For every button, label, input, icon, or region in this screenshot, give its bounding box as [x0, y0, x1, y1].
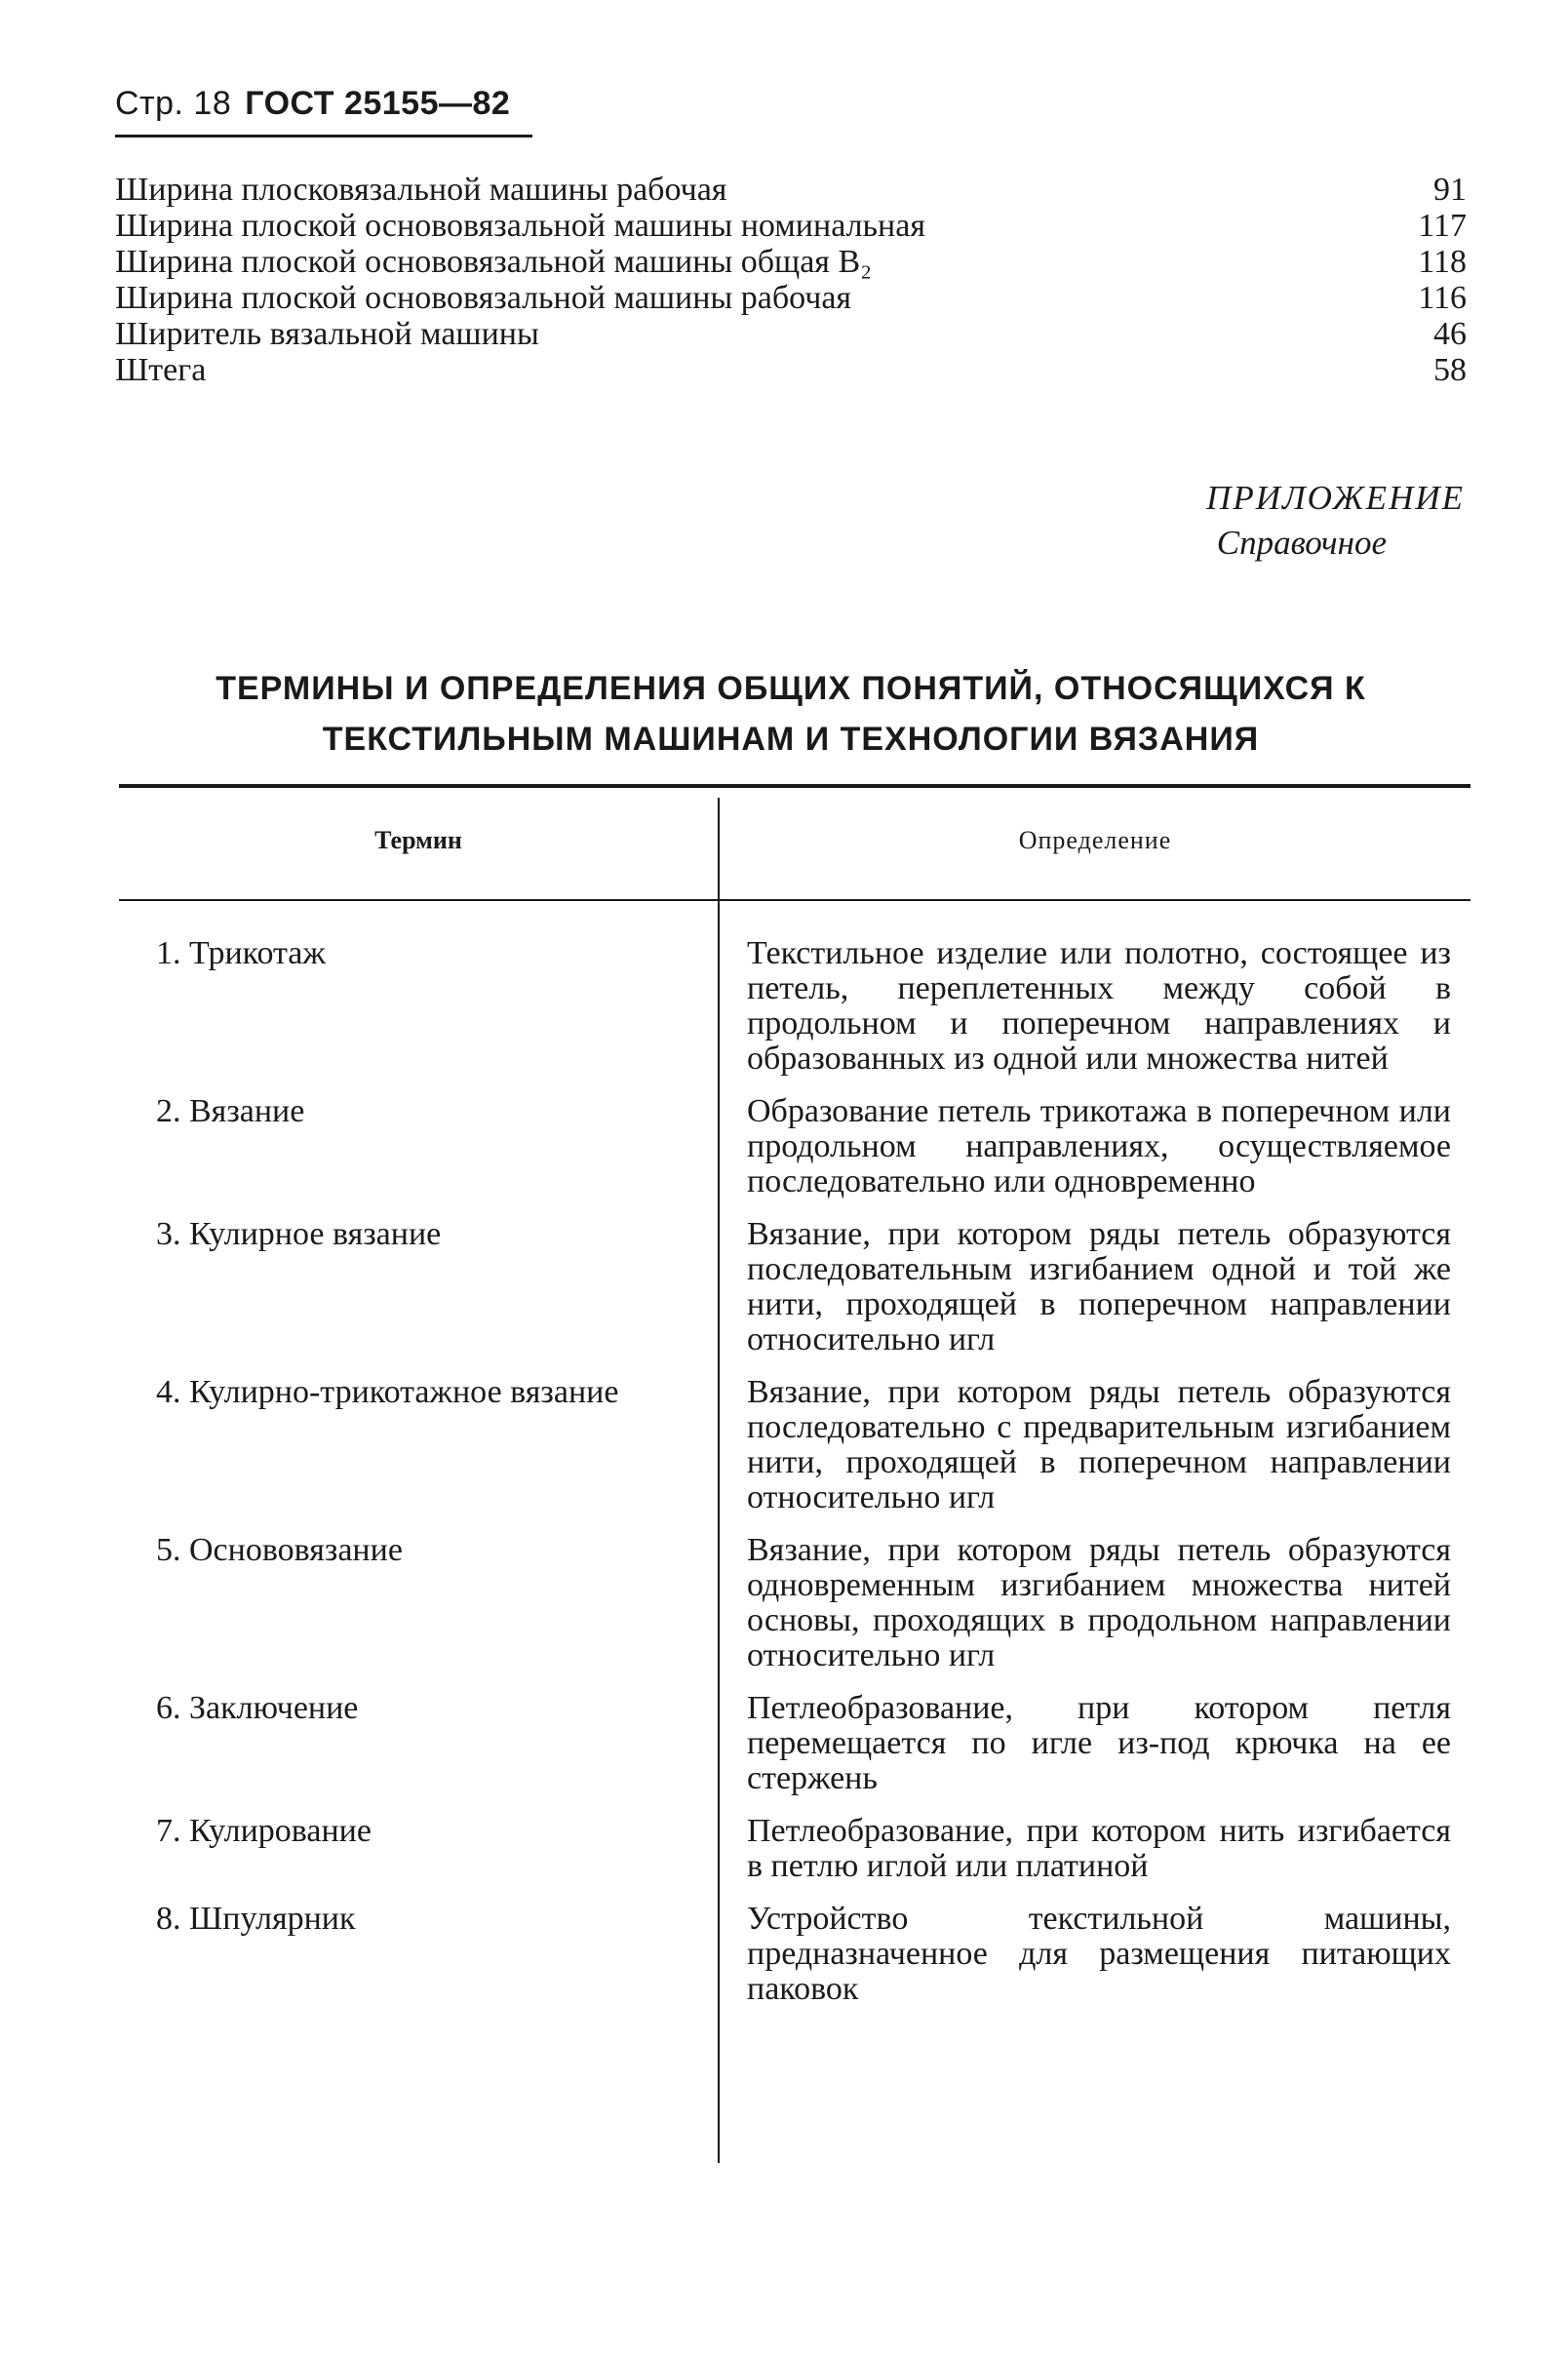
index-list	[115, 172, 1467, 388]
definition-cell: Образование петель трикотажа в поперечном или продольном направлениях, осуществляемое последовательно или одновременно	[747, 1093, 1451, 1199]
index-page: 118	[1418, 244, 1467, 280]
header-rule	[115, 135, 532, 138]
index-page: 46	[1433, 316, 1467, 352]
index-term: Штега	[115, 352, 207, 388]
running-header	[115, 84, 510, 123]
index-term: Ширина плоской основовязальной машины номинальная	[115, 208, 925, 244]
appendix-label	[1206, 476, 1465, 566]
table-top-rule	[119, 784, 1470, 788]
term-cell: 3. Кулирное вязание	[156, 1216, 442, 1252]
index-term: Ширина плоской основовязальной машины рабочая	[115, 280, 852, 316]
term-cell: 2. Вязание	[156, 1093, 305, 1129]
definition-cell: Текстильное изделие или полотно, состоящее из петель, переплетенных между собой в продольном и поперечном направлениях и образованных из одной или множества нитей	[747, 935, 1451, 1077]
index-entry	[115, 244, 1467, 280]
terms-table	[119, 936, 1470, 2024]
index-entry	[115, 208, 1467, 244]
definition-cell: Устройство текстильной машины, предназначенное для размещения питающих паковок	[747, 1901, 1451, 2007]
term-cell: 1. Трикотаж	[156, 935, 326, 971]
table-row	[119, 1375, 1470, 1515]
table-row	[119, 1814, 1470, 1884]
page-number: Стр. 18	[115, 85, 232, 122]
section-title	[115, 663, 1467, 765]
index-page: 117	[1418, 208, 1467, 244]
term-cell: 5. Основовязание	[156, 1532, 403, 1568]
definition-cell: Вязание, при котором ряды петель образуются последовательным изгибанием одной и той же нити, проходящей в поперечном направлении относительно игл	[747, 1216, 1451, 1357]
index-page: 58	[1433, 352, 1467, 388]
section-title-line-1: ТЕРМИНЫ И ОПРЕДЕЛЕНИЯ ОБЩИХ ПОНЯТИЙ, ОТНОСЯЩИХСЯ К	[216, 670, 1366, 707]
definition-cell: Вязание, при котором ряды петель образуются одновременным изгибанием множества нитей основы, проходящих в продольном направлении относительно игл	[747, 1532, 1451, 1673]
table-row	[119, 1094, 1470, 1199]
index-term: Ширина плосковязальной машины рабочая	[115, 172, 727, 208]
appendix-title: ПРИЛОЖЕНИЕ	[1206, 479, 1465, 517]
standard-number: ГОСТ 25155—82	[245, 85, 511, 122]
table-row	[119, 1217, 1470, 1357]
index-entry	[115, 316, 1467, 352]
table-row	[119, 936, 1470, 1077]
column-header-term: Термин	[374, 826, 462, 854]
index-entry	[115, 352, 1467, 388]
index-term: Ширитель вязальной машины	[115, 316, 539, 352]
appendix-subtitle: Справочное	[1216, 524, 1387, 562]
index-term: Ширина плоской основовязальной машины общая B₂	[115, 244, 872, 280]
table-row	[119, 1902, 1470, 2007]
index-page: 91	[1433, 172, 1467, 208]
section-title-line-2: ТЕКСТИЛЬНЫМ МАШИНАМ И ТЕХНОЛОГИИ ВЯЗАНИЯ	[322, 721, 1260, 758]
column-header-definition: Определение	[1018, 826, 1172, 854]
table-row	[119, 1533, 1470, 1673]
table-row	[119, 1691, 1470, 1796]
term-cell: 4. Кулирно-трикотажное вязание	[156, 1374, 619, 1410]
term-cell: 6. Заключение	[156, 1690, 359, 1726]
index-entry	[115, 172, 1467, 208]
table-header-rule	[119, 899, 1470, 901]
term-cell: 8. Шпулярник	[156, 1901, 356, 1937]
index-entry	[115, 280, 1467, 316]
term-cell: 7. Кулирование	[156, 1813, 372, 1849]
definition-cell: Вязание, при котором ряды петель образуются последовательно с предварительным изгибанием нити, проходящей в поперечном направлении относительно игл	[747, 1374, 1451, 1515]
index-page: 116	[1418, 280, 1467, 316]
definition-cell: Петлеобразование, при котором нить изгибается в петлю иглой или платиной	[747, 1813, 1451, 1884]
definition-cell: Петлеобразование, при котором петля перемещается по игле из-под крючка на ее стержень	[747, 1690, 1451, 1796]
